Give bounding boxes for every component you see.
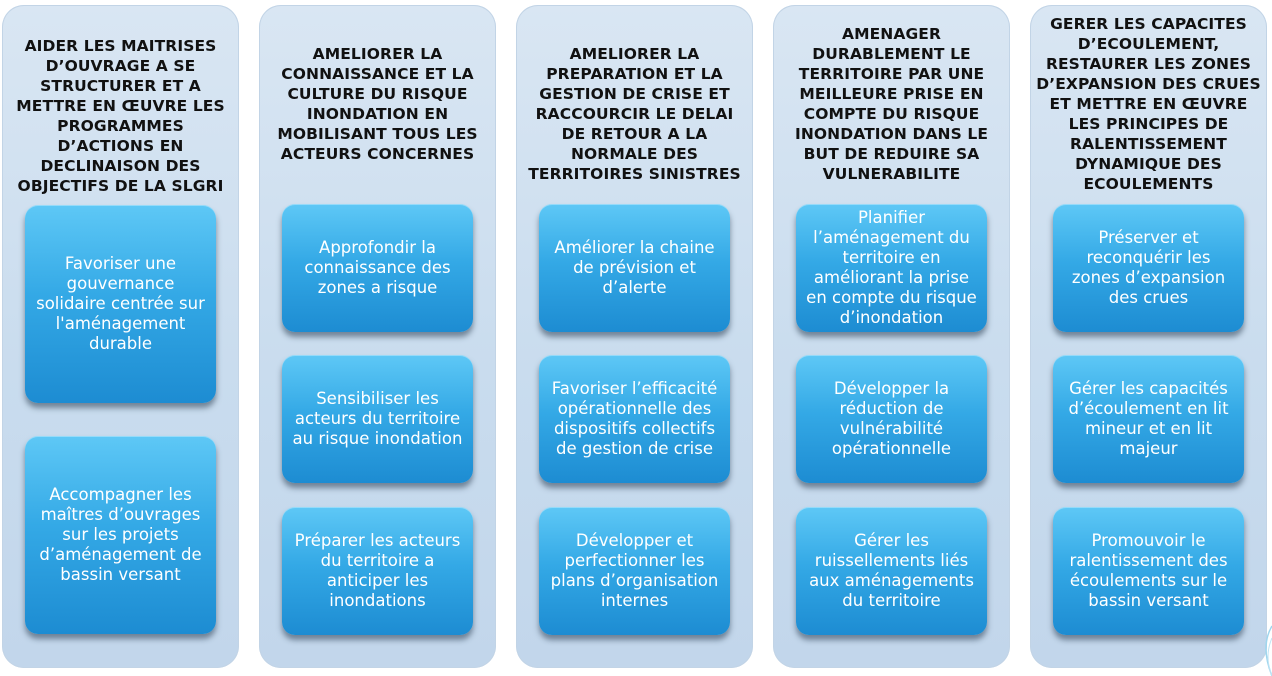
objective-title: AIDER LES MAITRISES D’OUVRAGE A SE STRUCTURER ET A METTRE EN ŒUVRE LES PROGRAMMES D’ACTIONS EN DECLINAISON DES OBJECTIFS DE LA SLGRI (16, 37, 225, 195)
action-card (282, 204, 473, 332)
action-card-text: Gérer les ruissellements liés aux aménagements du territoire (809, 531, 974, 610)
action-card-text: Développer et perfectionner les plans d’organisation internes (550, 531, 719, 610)
action-card-text: Promouvoir le ralentissement des écoulements sur le bassin versant (1069, 531, 1228, 610)
action-card (539, 204, 730, 332)
action-card (539, 507, 730, 635)
action-card-text: Améliorer la chaine de prévision et d’alerte (554, 238, 715, 297)
action-card-text: Favoriser une gouvernance solidaire centrée sur l'aménagement durable (36, 254, 205, 353)
objective-title: AMELIORER LA CONNAISSANCE ET LA CULTURE DU RISQUE INONDATION EN MOBILISANT TOUS LES ACTEURS CONCERNES (277, 45, 478, 163)
action-card (282, 507, 473, 635)
action-card (796, 204, 987, 332)
objective-column-1 (2, 5, 239, 668)
action-card-text: Développer la réduction de vulnérabilité opérationnelle (831, 379, 952, 458)
objective-title: GERER LES CAPACITES D’ECOULEMENT, RESTAURER LES ZONES D’EXPANSION DES CRUES ET METTRE EN ŒUVRE LES PRINCIPES DE RALENTISSEMENT DYNAMIQUE DES ECOULEMENTS (1036, 15, 1261, 193)
objective-column-5 (1030, 5, 1267, 668)
objective-column-2 (259, 5, 496, 668)
objective-column-3 (516, 5, 753, 668)
action-card (796, 507, 987, 635)
action-card-text: Accompagner les maîtres d’ouvrages sur les projets d’aménagement de bassin versant (39, 485, 202, 584)
corner-decoration-icon (1232, 616, 1272, 676)
action-card-text: Préparer les acteurs du territoire a anticiper les inondations (294, 531, 461, 610)
action-card (282, 355, 473, 483)
action-card-text: Approfondir la connaissance des zones a risque (304, 238, 451, 297)
action-card (1053, 355, 1244, 483)
action-card (1053, 507, 1244, 635)
action-card (25, 205, 216, 403)
action-card (796, 355, 987, 483)
action-card-text: Préserver et reconquérir les zones d’expansion des crues (1071, 228, 1226, 307)
objective-title: AMELIORER LA PREPARATION ET LA GESTION DE CRISE ET RACCOURCIR LE DELAI DE RETOUR A LA NORMALE DES TERRITOIRES SINISTRES (528, 45, 741, 183)
action-card (1053, 204, 1244, 332)
action-card-text: Planifier l’aménagement du territoire en améliorant la prise en compte du risque d’inondation (806, 208, 977, 327)
action-card (539, 355, 730, 483)
action-card-text: Sensibiliser les acteurs du territoire au risque inondation (292, 389, 463, 448)
objective-column-4 (773, 5, 1010, 668)
action-card (25, 436, 216, 634)
action-card-text: Gérer les capacités d’écoulement en lit mineur et en lit majeur (1068, 379, 1229, 458)
action-card-text: Favoriser l’efficacité opérationnelle des dispositifs collectifs de gestion de crise (551, 379, 718, 458)
objective-title: AMENAGER DURABLEMENT LE TERRITOIRE PAR UNE MEILLEURE PRISE EN COMPTE DU RISQUE INONDATION DANS LE BUT DE REDUIRE SA VULNERABILITE (794, 25, 989, 183)
